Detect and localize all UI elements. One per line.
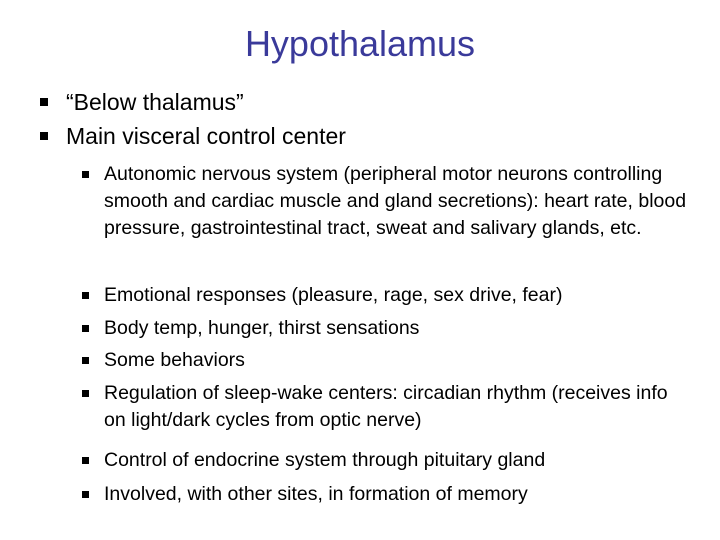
bullet-text: “Below thalamus” — [66, 89, 244, 115]
sub-bullet-item — [104, 315, 694, 342]
sub-bullet-item — [104, 380, 694, 434]
sub-bullet-item — [104, 282, 694, 309]
sub-bullet-item — [104, 161, 694, 242]
square-bullet-icon — [82, 171, 89, 178]
square-bullet-icon — [82, 325, 89, 332]
bullet-item — [66, 88, 686, 116]
square-bullet-icon — [82, 357, 89, 364]
sub-bullet-text: Body temp, hunger, thirst sensations — [104, 317, 420, 339]
sub-bullet-text: Autonomic nervous system (peripheral motor neurons controlling smooth and cardiac muscle and gland secretions): heart rate, blood pressure, gastrointestinal tract, sweat and salivary glands, etc. — [104, 163, 687, 239]
sub-bullet-item — [104, 347, 694, 374]
square-bullet-icon — [82, 457, 89, 464]
square-bullet-icon — [82, 390, 89, 397]
sub-bullet-text: Regulation of sleep-wake centers: circadian rhythm (receives info on light/dark cycles from optic nerve) — [104, 382, 668, 431]
square-bullet-icon — [82, 292, 89, 299]
square-bullet-icon — [40, 98, 48, 106]
bullet-item — [66, 122, 686, 150]
square-bullet-icon — [40, 132, 48, 140]
sub-bullet-text: Emotional responses (pleasure, rage, sex drive, fear) — [104, 284, 563, 306]
square-bullet-icon — [82, 491, 89, 498]
sub-bullet-text: Control of endocrine system through pituitary gland — [104, 449, 546, 471]
slide-title: Hypothalamus — [244, 23, 476, 64]
sub-bullet-item — [104, 481, 694, 508]
sub-bullet-text: Involved, with other sites, in formation of memory — [104, 483, 528, 505]
sub-bullet-item — [104, 447, 694, 474]
bullet-text: Main visceral control center — [66, 123, 346, 149]
sub-bullet-text: Some behaviors — [104, 349, 245, 371]
